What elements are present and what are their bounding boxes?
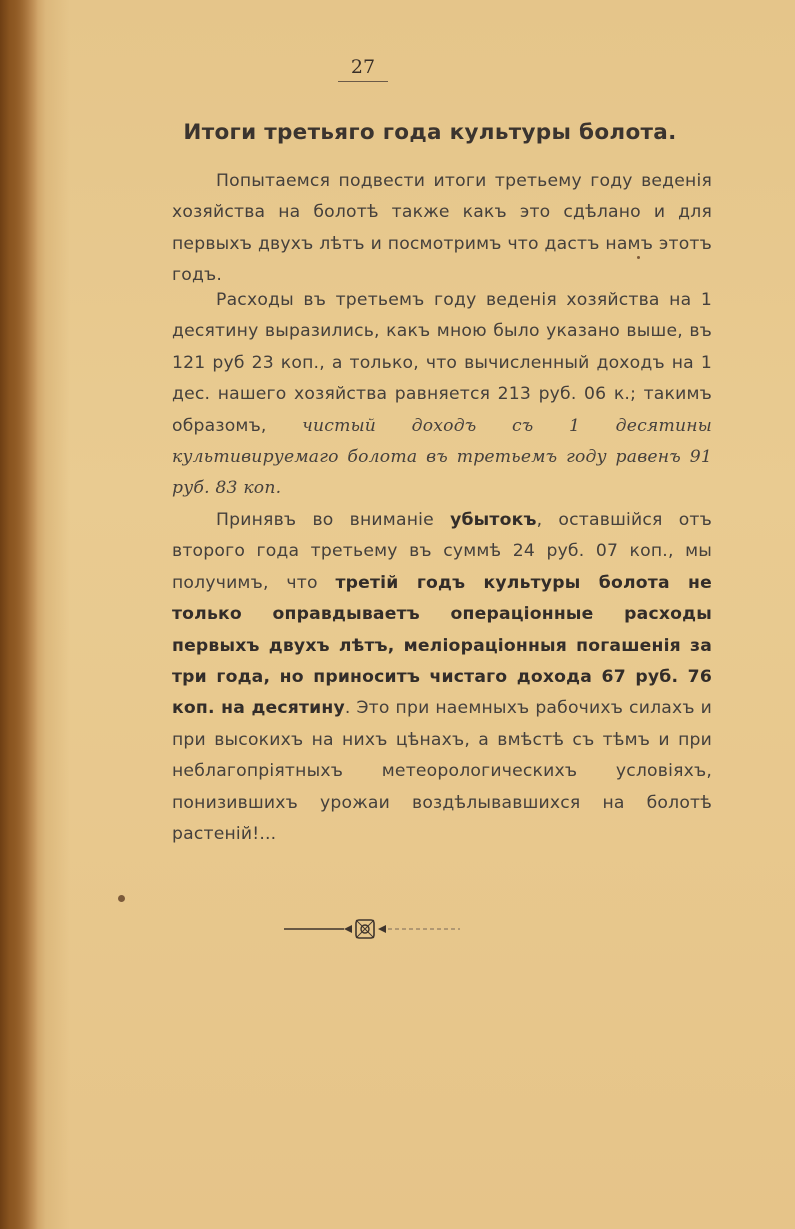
paragraph-3	[172, 505, 712, 850]
paragraph-3-bold-2: третій годъ культуры болота не только оправдываетъ операціонные расходы первыхъ двухъ лѣтъ, меліораціонныя погашенія за три года, но приноситъ чистаго дохода 67 руб. 76 коп. на десятину	[172, 572, 712, 719]
paragraph-3-text-1: Принявъ во вниманіе	[216, 510, 451, 530]
page-number: 27	[350, 56, 376, 78]
paper-spot	[637, 256, 640, 259]
section-heading: Итоги третьяго года культуры болота.	[183, 120, 677, 145]
paragraph-3-text-2: , оставшійся отъ второго года третьему въ суммѣ 24 руб. 07 коп., мы получимъ, что	[172, 510, 712, 593]
paragraph-3-bold-1: убытокъ	[450, 510, 537, 530]
page-number-rule	[338, 81, 388, 82]
paragraph-2-text: Расходы въ третьемъ году веденія хозяйства на 1 десятину выразились, какъ мною было указано выше, въ 121 руб 23 коп., а только, что вычисленный доходъ на 1 дес. нашего хозяйства равняется 213 руб. 06 к.; такимъ образомъ,	[172, 290, 712, 436]
paragraph-2	[172, 285, 712, 505]
ornament-divider-icon	[284, 912, 460, 946]
paragraph-3-text-3: . Это при наемныхъ рабочихъ силахъ и при высокихъ на нихъ цѣнахъ, а вмѣстѣ съ тѣмъ и при неблагопріятныхъ метеорологическихъ условіяхъ, понизившихъ урожаи воздѣлывавшихся на болотѣ растеній!...	[172, 698, 712, 845]
paragraph-1: Попытаемся подвести итоги третьему году веденія хозяйства на болотѣ также какъ это сдѣлано и для первыхъ двухъ лѣтъ и посмотримъ что дастъ намъ этотъ годъ.	[172, 171, 712, 286]
paragraph-2-italic: чистый доходъ съ 1 десятины культивируемаго болота въ третьемъ году равенъ 91 руб. 83 коп.	[172, 415, 712, 499]
binding-edge	[0, 0, 38, 1229]
paper-spot	[118, 895, 125, 902]
